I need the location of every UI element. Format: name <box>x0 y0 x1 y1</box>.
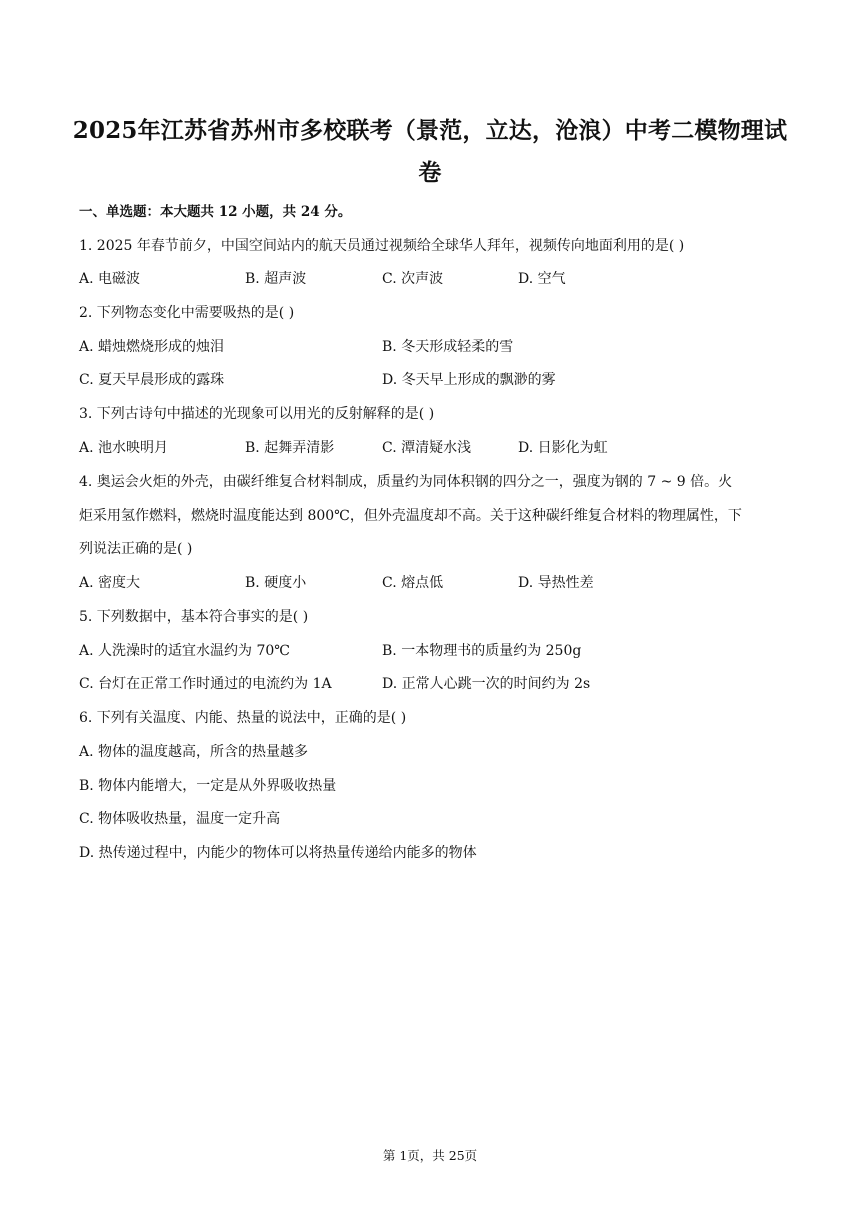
question-4-option-b: B. 硬度小 <box>245 575 307 591</box>
question-5-option-c: C. 台灯在正常工作时通过的电流约为 1A <box>79 676 332 692</box>
question-4-stem-line-1: 4. 奥运会火炬的外壳，由碳纤维复合材料制成，质量约为同体积钢的四分之一，强度为钢的 7 ~ 9 倍。火 <box>79 474 733 490</box>
question-2-option-b: B. 冬天形成轻柔的雪 <box>382 339 514 355</box>
question-4-stem-line-3: 列说法正确的是( ) <box>79 541 193 557</box>
exam-title-line-2: 卷 <box>418 159 442 186</box>
question-4-stem-line-2: 炬采用氢作燃料，燃烧时温度能达到 800℃，但外壳温度却不高。关于这种碳纤维复合材料的物理属性，下 <box>79 508 742 524</box>
question-1-option-a: A. 电磁波 <box>79 271 141 287</box>
question-6-option-b: B. 物体内能增大，一定是从外界吸收热量 <box>79 778 337 794</box>
question-3-option-b: B. 起舞弄清影 <box>245 440 335 456</box>
question-6-option-d: D. 热传递过程中，内能少的物体可以将热量传递给内能多的物体 <box>79 845 477 861</box>
question-1-option-b: B. 超声波 <box>245 271 307 287</box>
question-3-option-a: A. 池水映明月 <box>79 440 169 456</box>
question-6-stem: 6. 下列有关温度、内能、热量的说法中，正确的是( ) <box>79 710 407 726</box>
question-1-option-c: C. 次声波 <box>382 271 444 287</box>
question-6-option-a: A. 物体的温度越高，所含的热量越多 <box>79 744 309 760</box>
question-2-stem: 2. 下列物态变化中需要吸热的是( ) <box>79 305 295 321</box>
question-1-option-d: D. 空气 <box>518 271 566 287</box>
question-1-stem: 1. 2025 年春节前夕，中国空间站内的航天员通过视频给全球华人拜年，视频传向地面利用的是( ) <box>79 238 685 254</box>
question-4-option-c: C. 熔点低 <box>382 575 444 591</box>
question-5-option-b: B. 一本物理书的质量约为 250g <box>382 643 582 659</box>
question-6-option-c: C. 物体吸收热量，温度一定升高 <box>79 811 281 827</box>
question-3-option-d: D. 日影化为虹 <box>518 440 608 456</box>
question-2-option-a: A. 蜡烛燃烧形成的烛泪 <box>79 339 225 355</box>
question-3-stem: 3. 下列古诗句中描述的光现象可以用光的反射解释的是( ) <box>79 406 435 422</box>
section-heading: 一、单选题：本大题共 12 小题，共 24 分。 <box>79 204 352 220</box>
question-2-option-c: C. 夏天早晨形成的露珠 <box>79 372 225 388</box>
question-2-option-d: D. 冬天早上形成的飘渺的雾 <box>382 372 556 388</box>
question-3-option-c: C. 潭清疑水浅 <box>382 440 472 456</box>
question-5-stem: 5. 下列数据中，基本符合事实的是( ) <box>79 609 309 625</box>
question-5-option-d: D. 正常人心跳一次的时间约为 2s <box>382 676 591 692</box>
question-5-option-a: A. 人洗澡时的适宜水温约为 70℃ <box>79 643 290 659</box>
exam-title-line-1: 2025年江苏省苏州市多校联考（景范，立达，沧浪）中考二模物理试 <box>72 117 788 144</box>
page-number-footer: 第 1页，共 25页 <box>382 1148 478 1163</box>
question-4-option-a: A. 密度大 <box>79 575 141 591</box>
question-4-option-d: D. 导热性差 <box>518 575 594 591</box>
